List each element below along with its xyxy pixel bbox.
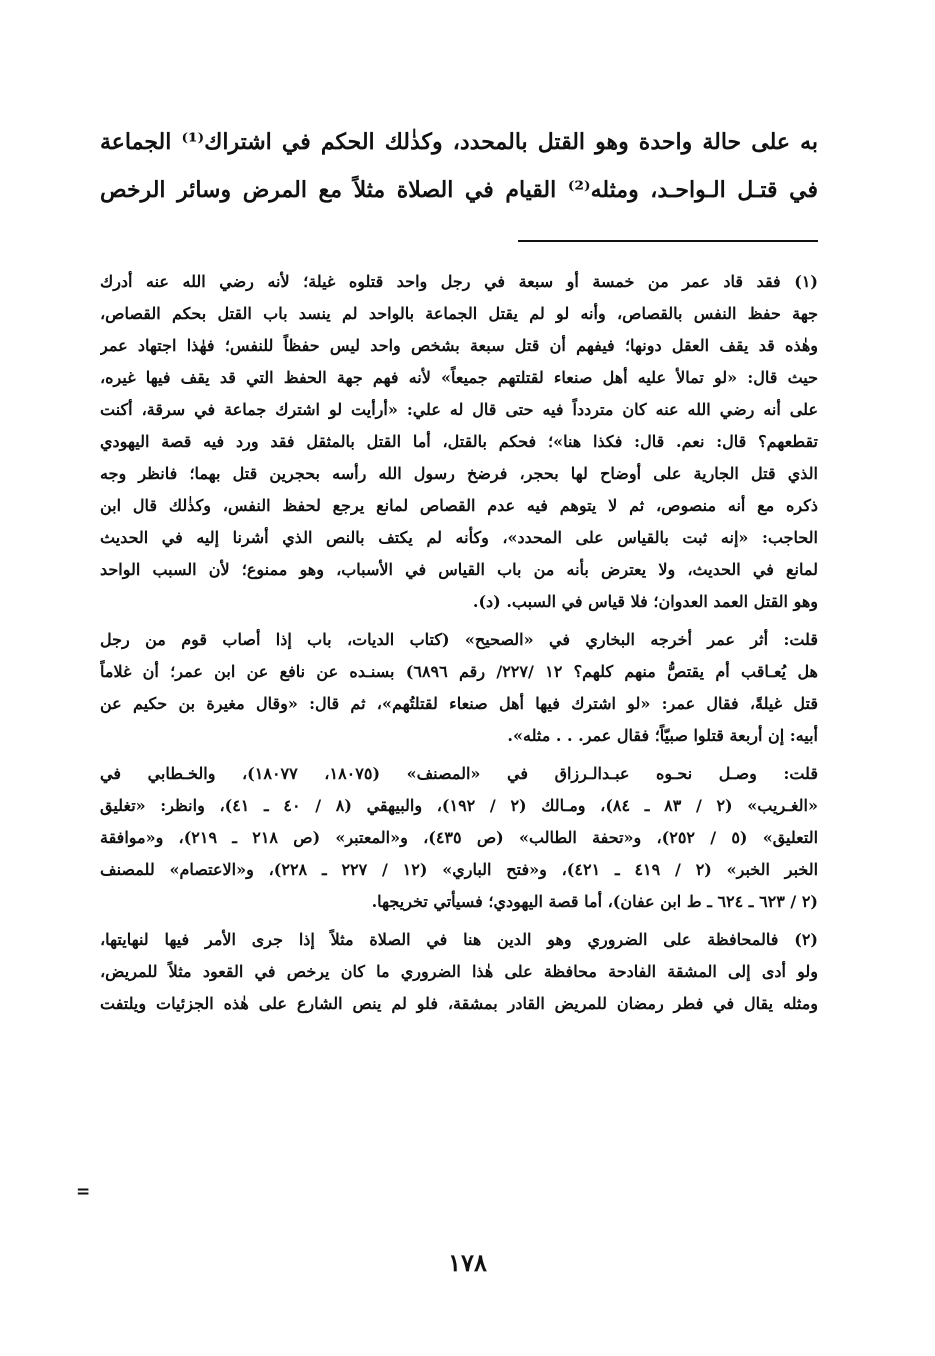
footnote-line: لمانع في الحديث، ولا يعترض بأنه من باب القياس في الأسباب، وهو ممنوع؛ لأن السبب الواحد bbox=[100, 560, 818, 579]
footnote-line: التعليق» (٥ / ٢٥٢)، و«تحفة الطالب» (ص ٤٣٥)، و«المعتبر» (ص ٢١٨ ـ ٢١٩)، و«موافقة bbox=[100, 828, 818, 847]
footnote-line: ومثله يقال في فطر رمضان للمريض القادر بمشقة، فلو لم ينص الشارع على هٰذه الجزئيات ويلتفت bbox=[100, 994, 818, 1013]
footnote-line: «الغـريب» (٢ / ٨٣ ـ ٨٤)، ومـالك (٢ / ١٩٢)، والبيهقي (٨ / ٤٠ ـ ٤١)، وانظر: «تغليق bbox=[100, 796, 818, 815]
footnote-line: قلت: وصـل نحـوه عبـدالـرزاق في «المصنف» (١٨٠٧٥، ١٨٠٧٧)، والخـطابي في bbox=[100, 764, 818, 783]
footnote-line: (٢ / ٦٢٣ ـ ٦٢٤ ـ ط ابن عفان)، أما قصة اليهودي؛ فسيأتي تخريجها. bbox=[371, 892, 818, 911]
main-text-line: به على حالة واحدة وهو القتل بالمحدد، وكذٰلك الحكم في اشتراك⁽¹⁾ الجماعة bbox=[100, 129, 818, 155]
main-text-line: في قتـل الـواحـد، ومثله⁽²⁾ القيام في الصلاة مثلاً مع المرض وسائر الرخص bbox=[100, 177, 818, 203]
footnote-line: الخبر الخبر» (٢ / ٤١٩ ـ ٤٢١)، و«فتح الباري» (١٢ / ٢٢٧ ـ ٢٢٨)، و«الاعتصام» للمصنف bbox=[100, 860, 818, 879]
main-text bbox=[100, 118, 818, 214]
footnote-line: وهٰذه قد يقف العقل دونها؛ فيفهم أن قتل سبعة بشخص واحد ليس حفظاً للنفس؛ فهٰذا اجتهاد عمر bbox=[100, 336, 818, 355]
footnote-line: أبيه: إن أربعة قتلوا صبيّاً؛ فقال عمر. . . مثله». bbox=[507, 726, 818, 745]
footnote-line: قلت: أثر عمر أخرجه البخاري في «الصحيح» (كتاب الديات، باب إذا أصاب قوم من رجل bbox=[100, 630, 818, 649]
page-number: ١٧٨ bbox=[448, 1248, 487, 1277]
footnote-line: وهو القتل العمد العدوان؛ فلا قياس في السبب. (د). bbox=[472, 592, 818, 611]
footnote-line: على أنه رضي الله عنه كان متردداً فيه حتى قال له علي: «أرأيت لو اشترك جماعة في سرقة، أكنت bbox=[100, 400, 818, 419]
footnote-line: (١) فقد قاد عمر من خمسة أو سبعة في رجل واحد قتلوه غيلة؛ لأنه رضي الله عنه أدرك bbox=[100, 272, 818, 291]
footnote-line: قتل غيلةً، فقال عمر: «لو اشترك فيها أهل صنعاء لقتلتُهم»، ثم قال: «وقال مغيرة بن حكيم عن bbox=[100, 694, 818, 713]
footnote-line: هل يُعـاقب أم يقتصُّ منهم كلهم؟ ١٢ /٢٢٧/ رقم ٦٨٩٦) بسنـده عن نافع عن ابن عمر؛ أن غلاماً bbox=[100, 662, 818, 681]
footnotes bbox=[100, 266, 818, 1020]
footnote-line: ولو أدى إلى المشقة الفادحة محافظة على هٰذا الضروري ما كان يرخص في القعود مثلاً للمريض، bbox=[100, 962, 818, 981]
footnote-line: جهة حفظ النفس بالقصاص، وأنه لو لم يقتل الجماعة بالواحد لم ينسد باب القتل بحكم القصاص، bbox=[100, 304, 818, 323]
footnote-line: الذي قتل الجارية على أوضاح لها بحجر، فرضخ رسول الله رأسه بحجرين قتل بهما؛ فانظر وجه bbox=[100, 464, 818, 483]
continuation-mark: = bbox=[76, 1182, 91, 1202]
footnote-line: تقطعهم؟ قال: نعم. قال: فكذا هنا»؛ فحكم بالقتل، أما القتل بالمثقل فقد ورد فيه قصة اليهودي bbox=[100, 432, 818, 451]
footnote-line: الحاجب: «إنه ثبت بالقياس على المحدد»، وكأنه لم يكتف بالنص الذي أشرنا إليه في الحديث bbox=[100, 528, 818, 547]
footnote-line: حيث قال: «لو تمالأ عليه أهل صنعاء لقتلتهم جميعاً» لأنه فهم جهة الحفظ التي قد يقف فيها غيره، bbox=[100, 368, 818, 387]
editor-note-2 bbox=[100, 758, 818, 918]
footnote-2 bbox=[100, 924, 818, 1020]
footnote-1 bbox=[100, 266, 818, 618]
footnote-line: ذكره مع أنه منصوص، ثم لا يتوهم فيه عدم القصاص لمانع يرجع لحفظ النفس، وكذٰلك قال ابن bbox=[100, 496, 818, 515]
footnote-separator bbox=[518, 240, 818, 242]
footnote-line: (٢) فالمحافظة على الضروري وهو الدين هنا في الصلاة مثلاً إذا جرى الأمر فيها لنهايتها، bbox=[100, 930, 818, 949]
editor-note-1 bbox=[100, 624, 818, 752]
